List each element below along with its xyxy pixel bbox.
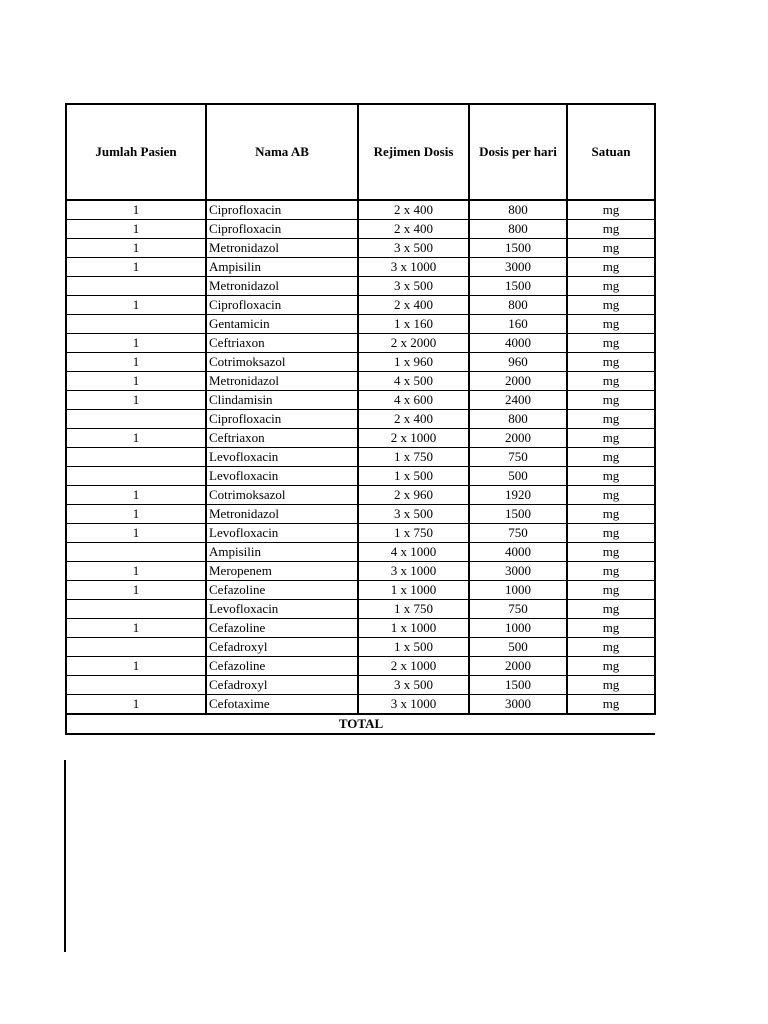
cell-satuan: mg xyxy=(567,315,655,334)
cell-nama-ab: Ciprofloxacin xyxy=(206,200,358,220)
table-row xyxy=(66,619,655,638)
cell-dosis-per-hari: 750 xyxy=(469,524,567,543)
cell-nama-ab: Gentamicin xyxy=(206,315,358,334)
cell-jumlah-pasien xyxy=(66,467,206,486)
cell-rejimen-dosis: 2 x 400 xyxy=(358,200,469,220)
table-row xyxy=(66,391,655,410)
cell-rejimen-dosis: 2 x 2000 xyxy=(358,334,469,353)
cell-dosis-per-hari: 2000 xyxy=(469,372,567,391)
cell-satuan: mg xyxy=(567,277,655,296)
table-row xyxy=(66,638,655,657)
cell-nama-ab: Cotrimoksazol xyxy=(206,353,358,372)
cell-satuan: mg xyxy=(567,467,655,486)
cell-jumlah-pasien: 1 xyxy=(66,429,206,448)
cell-nama-ab: Metronidazol xyxy=(206,239,358,258)
cell-dosis-per-hari: 4000 xyxy=(469,543,567,562)
table-row xyxy=(66,410,655,429)
cell-rejimen-dosis: 3 x 500 xyxy=(358,676,469,695)
cell-satuan: mg xyxy=(567,600,655,619)
cell-satuan: mg xyxy=(567,657,655,676)
cell-rejimen-dosis: 3 x 500 xyxy=(358,239,469,258)
cell-rejimen-dosis: 2 x 400 xyxy=(358,410,469,429)
cell-jumlah-pasien: 1 xyxy=(66,486,206,505)
cell-rejimen-dosis: 1 x 1000 xyxy=(358,619,469,638)
table-row xyxy=(66,657,655,676)
cell-rejimen-dosis: 3 x 500 xyxy=(358,277,469,296)
cell-jumlah-pasien: 1 xyxy=(66,353,206,372)
table-row xyxy=(66,467,655,486)
cell-satuan: mg xyxy=(567,524,655,543)
cell-dosis-per-hari: 3000 xyxy=(469,695,567,715)
header-row xyxy=(66,104,655,200)
table-row xyxy=(66,277,655,296)
table-row xyxy=(66,372,655,391)
cell-nama-ab: Clindamisin xyxy=(206,391,358,410)
table-row xyxy=(66,695,655,715)
cell-dosis-per-hari: 960 xyxy=(469,353,567,372)
cell-nama-ab: Ciprofloxacin xyxy=(206,296,358,315)
cell-jumlah-pasien: 1 xyxy=(66,619,206,638)
header-satuan: Satuan xyxy=(567,104,655,200)
table-row xyxy=(66,315,655,334)
cell-nama-ab: Cefadroxyl xyxy=(206,676,358,695)
cell-dosis-per-hari: 800 xyxy=(469,200,567,220)
cell-dosis-per-hari: 1000 xyxy=(469,619,567,638)
table-row xyxy=(66,600,655,619)
left-border-line xyxy=(64,760,66,952)
cell-rejimen-dosis: 3 x 1000 xyxy=(358,562,469,581)
cell-jumlah-pasien xyxy=(66,410,206,429)
table-body xyxy=(66,200,655,714)
cell-nama-ab: Ampisilin xyxy=(206,258,358,277)
cell-dosis-per-hari: 500 xyxy=(469,638,567,657)
cell-satuan: mg xyxy=(567,239,655,258)
cell-dosis-per-hari: 800 xyxy=(469,220,567,239)
cell-nama-ab: Ceftriaxon xyxy=(206,334,358,353)
cell-rejimen-dosis: 1 x 160 xyxy=(358,315,469,334)
cell-nama-ab: Cefazoline xyxy=(206,581,358,600)
cell-dosis-per-hari: 800 xyxy=(469,410,567,429)
cell-rejimen-dosis: 1 x 750 xyxy=(358,448,469,467)
cell-jumlah-pasien: 1 xyxy=(66,296,206,315)
table-row xyxy=(66,353,655,372)
cell-nama-ab: Meropenem xyxy=(206,562,358,581)
cell-rejimen-dosis: 1 x 750 xyxy=(358,600,469,619)
cell-dosis-per-hari: 1000 xyxy=(469,581,567,600)
cell-satuan: mg xyxy=(567,619,655,638)
table-row xyxy=(66,429,655,448)
cell-jumlah-pasien: 1 xyxy=(66,200,206,220)
cell-satuan: mg xyxy=(567,562,655,581)
table-row xyxy=(66,334,655,353)
table-row xyxy=(66,581,655,600)
spreadsheet xyxy=(65,103,654,735)
cell-dosis-per-hari: 1500 xyxy=(469,239,567,258)
cell-rejimen-dosis: 3 x 1000 xyxy=(358,695,469,715)
cell-satuan: mg xyxy=(567,334,655,353)
table-row xyxy=(66,296,655,315)
cell-satuan: mg xyxy=(567,695,655,715)
cell-satuan: mg xyxy=(567,638,655,657)
cell-dosis-per-hari: 800 xyxy=(469,296,567,315)
cell-rejimen-dosis: 2 x 1000 xyxy=(358,429,469,448)
cell-dosis-per-hari: 1500 xyxy=(469,505,567,524)
cell-rejimen-dosis: 2 x 400 xyxy=(358,220,469,239)
cell-jumlah-pasien xyxy=(66,638,206,657)
cell-satuan: mg xyxy=(567,296,655,315)
cell-rejimen-dosis: 1 x 500 xyxy=(358,638,469,657)
cell-rejimen-dosis: 2 x 1000 xyxy=(358,657,469,676)
cell-nama-ab: Cefazoline xyxy=(206,619,358,638)
cell-nama-ab: Cefazoline xyxy=(206,657,358,676)
cell-rejimen-dosis: 4 x 600 xyxy=(358,391,469,410)
cell-dosis-per-hari: 2000 xyxy=(469,657,567,676)
cell-jumlah-pasien xyxy=(66,543,206,562)
cell-nama-ab: Levofloxacin xyxy=(206,448,358,467)
cell-nama-ab: Ciprofloxacin xyxy=(206,410,358,429)
cell-satuan: mg xyxy=(567,581,655,600)
cell-nama-ab: Metronidazol xyxy=(206,372,358,391)
table-row xyxy=(66,676,655,695)
cell-rejimen-dosis: 2 x 400 xyxy=(358,296,469,315)
cell-rejimen-dosis: 3 x 500 xyxy=(358,505,469,524)
cell-satuan: mg xyxy=(567,505,655,524)
table-row xyxy=(66,448,655,467)
cell-dosis-per-hari: 160 xyxy=(469,315,567,334)
cell-rejimen-dosis: 1 x 500 xyxy=(358,467,469,486)
cell-dosis-per-hari: 1500 xyxy=(469,277,567,296)
cell-dosis-per-hari: 1500 xyxy=(469,676,567,695)
table-row xyxy=(66,486,655,505)
cell-jumlah-pasien: 1 xyxy=(66,562,206,581)
cell-jumlah-pasien: 1 xyxy=(66,220,206,239)
cell-jumlah-pasien: 1 xyxy=(66,239,206,258)
cell-satuan: mg xyxy=(567,486,655,505)
cell-nama-ab: Levofloxacin xyxy=(206,600,358,619)
table-row xyxy=(66,562,655,581)
cell-satuan: mg xyxy=(567,429,655,448)
table-row xyxy=(66,258,655,277)
cell-jumlah-pasien: 1 xyxy=(66,695,206,715)
cell-rejimen-dosis: 1 x 750 xyxy=(358,524,469,543)
cell-nama-ab: Ampisilin xyxy=(206,543,358,562)
cell-nama-ab: Ciprofloxacin xyxy=(206,220,358,239)
cell-satuan: mg xyxy=(567,258,655,277)
cell-satuan: mg xyxy=(567,372,655,391)
cell-jumlah-pasien: 1 xyxy=(66,258,206,277)
cell-jumlah-pasien xyxy=(66,315,206,334)
cell-satuan: mg xyxy=(567,353,655,372)
cell-jumlah-pasien: 1 xyxy=(66,334,206,353)
cell-dosis-per-hari: 3000 xyxy=(469,258,567,277)
cell-dosis-per-hari: 4000 xyxy=(469,334,567,353)
cell-rejimen-dosis: 1 x 1000 xyxy=(358,581,469,600)
cell-dosis-per-hari: 2000 xyxy=(469,429,567,448)
header-rejimen-dosis: Rejimen Dosis xyxy=(358,104,469,200)
cell-satuan: mg xyxy=(567,543,655,562)
cell-jumlah-pasien: 1 xyxy=(66,581,206,600)
total-label: TOTAL xyxy=(66,714,655,734)
cell-nama-ab: Cotrimoksazol xyxy=(206,486,358,505)
cell-dosis-per-hari: 500 xyxy=(469,467,567,486)
table-row xyxy=(66,220,655,239)
cell-dosis-per-hari: 1920 xyxy=(469,486,567,505)
cell-jumlah-pasien: 1 xyxy=(66,391,206,410)
cell-satuan: mg xyxy=(567,410,655,429)
cell-jumlah-pasien xyxy=(66,277,206,296)
cell-nama-ab: Levofloxacin xyxy=(206,524,358,543)
cell-satuan: mg xyxy=(567,448,655,467)
cell-satuan: mg xyxy=(567,200,655,220)
table-row xyxy=(66,524,655,543)
antibiotic-dose-table xyxy=(65,103,656,735)
cell-jumlah-pasien xyxy=(66,448,206,467)
cell-nama-ab: Levofloxacin xyxy=(206,467,358,486)
cell-nama-ab: Cefotaxime xyxy=(206,695,358,715)
table-row xyxy=(66,505,655,524)
cell-satuan: mg xyxy=(567,676,655,695)
cell-dosis-per-hari: 750 xyxy=(469,600,567,619)
cell-satuan: mg xyxy=(567,391,655,410)
cell-dosis-per-hari: 750 xyxy=(469,448,567,467)
table-row xyxy=(66,200,655,220)
cell-jumlah-pasien: 1 xyxy=(66,524,206,543)
cell-jumlah-pasien xyxy=(66,600,206,619)
cell-nama-ab: Metronidazol xyxy=(206,277,358,296)
cell-rejimen-dosis: 3 x 1000 xyxy=(358,258,469,277)
total-row xyxy=(66,714,655,734)
cell-rejimen-dosis: 2 x 960 xyxy=(358,486,469,505)
cell-rejimen-dosis: 4 x 1000 xyxy=(358,543,469,562)
cell-nama-ab: Ceftriaxon xyxy=(206,429,358,448)
cell-jumlah-pasien: 1 xyxy=(66,372,206,391)
cell-nama-ab: Metronidazol xyxy=(206,505,358,524)
cell-rejimen-dosis: 4 x 500 xyxy=(358,372,469,391)
cell-jumlah-pasien xyxy=(66,676,206,695)
table-row xyxy=(66,239,655,258)
header-dosis-per-hari: Dosis per hari xyxy=(469,104,567,200)
cell-jumlah-pasien: 1 xyxy=(66,505,206,524)
cell-dosis-per-hari: 3000 xyxy=(469,562,567,581)
cell-satuan: mg xyxy=(567,220,655,239)
cell-jumlah-pasien: 1 xyxy=(66,657,206,676)
header-nama-ab: Nama AB xyxy=(206,104,358,200)
header-jumlah-pasien: Jumlah Pasien xyxy=(66,104,206,200)
cell-rejimen-dosis: 1 x 960 xyxy=(358,353,469,372)
cell-nama-ab: Cefadroxyl xyxy=(206,638,358,657)
table-row xyxy=(66,543,655,562)
cell-dosis-per-hari: 2400 xyxy=(469,391,567,410)
